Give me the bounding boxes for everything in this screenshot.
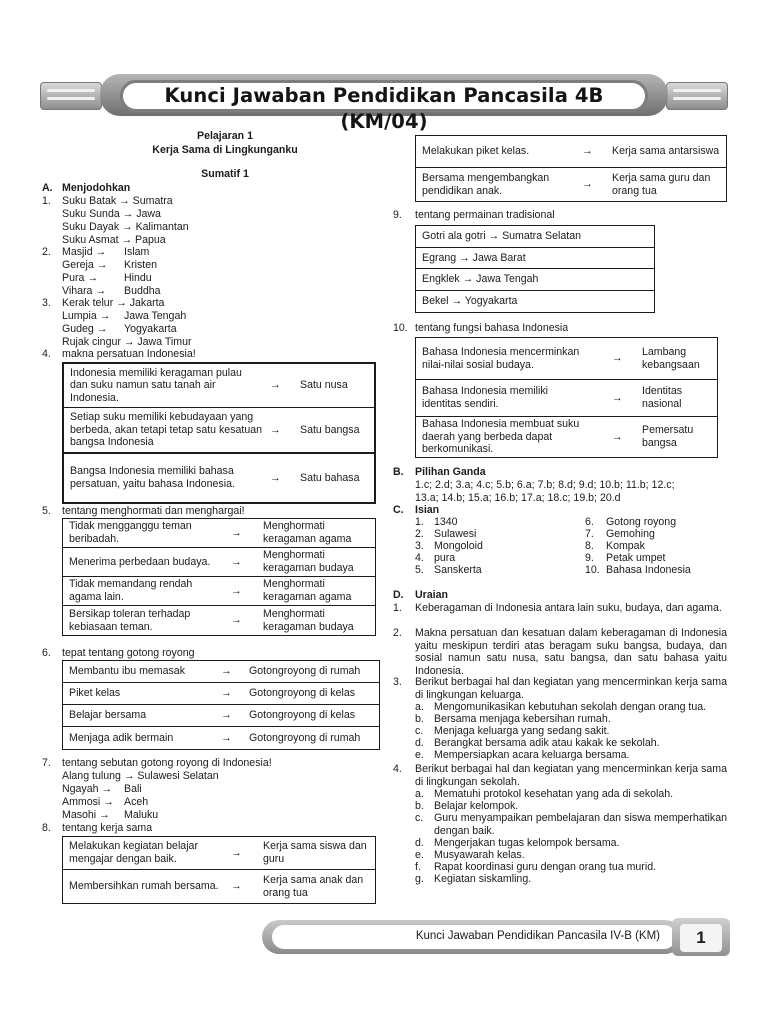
q9-answer: Gotri ala gotri → Sumatra Selatan [422, 230, 581, 243]
sub-item-letter: a. [415, 788, 424, 800]
sub-item-letter: a. [415, 701, 424, 713]
header-right-ornament [666, 82, 728, 110]
isian-number: 8. [585, 540, 594, 552]
q7-item-right: Bali [124, 783, 142, 795]
q4-answer: Satu nusa [300, 379, 348, 392]
q2-item-right: Islam [124, 246, 150, 258]
sub-item-letter: d. [415, 837, 424, 849]
q2-item-left: Gereja → [62, 259, 108, 271]
table-row [416, 417, 717, 457]
arrow-icon: → [221, 731, 232, 744]
sub-item-letter: d. [415, 737, 424, 749]
arrow-icon: → [231, 555, 242, 568]
q5-statement: Menerima perbedaan budaya. [69, 555, 211, 568]
lesson-name: Kerja Sama di Lingkunganku [152, 144, 298, 156]
table-row [63, 705, 379, 727]
arrow-icon: → [582, 145, 593, 158]
q8-activity: Melakukan piket kelas. [422, 145, 530, 158]
q9-prompt: tentang permainan tradisional [415, 209, 555, 221]
q5-answer: Menghormati keragaman agama [263, 578, 352, 603]
isian-number: 5. [415, 564, 424, 576]
q4-prompt: makna persatuan Indonesia! [62, 348, 196, 360]
arrow-icon: → [270, 379, 281, 392]
q7-item-left: Alang tulung → Sulawesi Selatan [62, 770, 219, 782]
part-c-marker: C. [393, 504, 404, 516]
part-d-marker: D. [393, 589, 404, 601]
q10-statement: Bahasa Indonesia memiliki identitas sendiri. [422, 385, 549, 410]
table-row [416, 380, 717, 417]
arrow-icon: → [231, 526, 242, 539]
sub-item-letter: e. [415, 849, 424, 861]
sub-item-letter: b. [415, 713, 424, 725]
sub-item-text: Mempersiapkan acara keluarga bersama. [434, 749, 630, 761]
q6-activity: Piket kelas [69, 687, 121, 700]
arrow-icon: → [221, 709, 232, 722]
sub-item-letter: c. [415, 812, 424, 824]
isian-answer: pura [434, 552, 456, 564]
q7-item-right: Aceh [124, 796, 149, 808]
q4-answer: Satu bangsa [300, 423, 360, 436]
q7-item-left: Ngayah → [62, 783, 113, 795]
page-title: Kunci Jawaban Pendidikan Pancasila 4B (KM/04) [120, 80, 648, 112]
arrow-icon: → [270, 471, 281, 484]
sub-item-text: Kegiatan siskamling. [434, 873, 532, 885]
q7-item-left: Masohi → [62, 809, 110, 821]
table-row [416, 291, 654, 312]
sub-item-text: Mengerjakan tugas kelompok bersama. [434, 837, 620, 849]
q6-number: 6. [42, 647, 51, 659]
table-row [64, 364, 374, 408]
table-row [63, 606, 375, 635]
q6-table [62, 660, 380, 750]
uraian-answer: Keberagaman di Indonesia antara lain suku, budaya, dan agama. [415, 602, 722, 614]
isian-answer: Mongoloid [434, 540, 483, 552]
isian-answer: Bahasa Indonesia [606, 564, 691, 576]
q1-item: Suku Batak → Sumatra [62, 195, 173, 207]
q9-table [415, 225, 655, 313]
sub-item-text: Mengomunikasikan kebutuhan sekolah dengan orang tua. [434, 701, 707, 713]
q10-prompt: tentang fungsi bahasa Indonesia [415, 322, 569, 334]
uraian-number: 3. [393, 676, 402, 688]
arrow-icon: → [612, 391, 623, 404]
isian-number: 4. [415, 552, 424, 564]
q8-table-right [415, 135, 727, 202]
q5-answer: Menghormati keragaman agama [263, 520, 352, 545]
sub-item-text: Belajar kelompok. [434, 800, 519, 812]
part-d-title: Uraian [415, 589, 448, 601]
q8-answer: Kerja sama guru dan orang tua [612, 171, 711, 197]
q3-item-left: Kerak telur → Jakarta [62, 297, 165, 309]
q1-item: Suku Dayak → Kalimantan [62, 221, 189, 233]
table-row [416, 136, 726, 168]
q4-statement: Indonesia memiliki keragaman pulau dan suku namun satu tanah air Indonesia. [70, 366, 242, 404]
table-row [416, 269, 654, 291]
sub-item-letter: c. [415, 725, 424, 737]
q8-number: 8. [42, 822, 51, 834]
sub-item-text: Guru menyampaikan pembelajaran dan siswa memperhatikan dengan baik. [434, 812, 727, 837]
uraian-number: 2. [393, 627, 402, 639]
table-row [416, 226, 654, 248]
arrow-icon: → [582, 178, 593, 191]
q5-table [62, 518, 376, 636]
arrow-icon: → [231, 880, 242, 893]
q9-answer: Bekel → Yogyakarta [422, 295, 518, 308]
q2-item-left: Pura → [62, 272, 98, 284]
q10-answer: Pemersatu bangsa [642, 424, 694, 449]
uraian-number: 4. [393, 763, 402, 775]
isian-number: 7. [585, 528, 594, 540]
part-b-answers: 1.c; 2.d; 3.a; 4.c; 5.b; 6.a; 7.b; 8.d; 9.d; 10.b; 11.b; 12.c; [415, 479, 675, 491]
q5-answer: Menghormati keragaman budaya [263, 607, 354, 633]
arrow-icon: → [231, 584, 242, 597]
part-b-marker: B. [393, 466, 404, 478]
sub-item-text: Berangkat bersama adik atau kakak ke sekolah. [434, 737, 660, 749]
isian-number: 6. [585, 516, 594, 528]
q10-answer: Lambang kebangsaan [642, 345, 700, 371]
sub-item-text: Musyawarah kelas. [434, 849, 525, 861]
q8-answer: Kerja sama antarsiswa [612, 145, 720, 158]
q6-prompt: tepat tentang gotong royong [62, 647, 195, 659]
q5-statement: Tidak mengganggu teman beribadah. [69, 520, 192, 545]
q7-number: 7. [42, 757, 51, 769]
q5-statement: Tidak memandang rendah agama lain. [69, 578, 193, 603]
q8-table-left [62, 836, 376, 904]
table-row [416, 168, 726, 201]
header-left-ornament [40, 82, 102, 110]
arrow-icon: → [612, 430, 623, 443]
q8-answer: Kerja sama siswa dan guru [263, 840, 367, 865]
sub-item-letter: g. [415, 873, 424, 885]
q10-statement: Bahasa Indonesia membuat suku daerah yang berbeda dapat berkomunikasi. [422, 418, 580, 456]
table-row [63, 548, 375, 577]
table-row [416, 248, 654, 269]
q1-item: Suku Asmat → Papua [62, 234, 166, 246]
lesson-label: Pelajaran 1 [197, 130, 253, 142]
q6-answer: Gotongroyong di kelas [249, 687, 356, 700]
arrow-icon: → [221, 687, 232, 700]
table-row [63, 577, 375, 606]
uraian-answer: Makna persatuan dan kesatuan dalam keberagaman di Indonesia yaitu meskipun terdiri atas beragam suku bangsa, budaya, dan sosial namun satu nusa, satu bangsa, dan satu bahasa yaitu Indonesia. [415, 627, 727, 677]
page-number: 1 [680, 924, 722, 952]
q10-table [415, 337, 718, 458]
isian-answer: Sanskerta [434, 564, 482, 576]
q8-activity: Membersihkan rumah bersama. [69, 880, 219, 893]
isian-answer: Kompak [606, 540, 645, 552]
sub-item-letter: b. [415, 800, 424, 812]
q1-number: 1. [42, 195, 51, 207]
q3-number: 3. [42, 297, 51, 309]
q3-item-left: Rujak cingur → Jawa Timur [62, 336, 192, 348]
sub-item-text: Bersama menjaga kebersihan rumah. [434, 713, 611, 725]
q5-number: 5. [42, 505, 51, 517]
q10-number: 10. [393, 322, 408, 334]
q8-activity: Bersama mengembangkan pendidikan anak. [422, 171, 550, 197]
table-row [63, 727, 379, 749]
q10-statement: Bahasa Indonesia mencerminkan nilai-nilai sosial budaya. [422, 345, 580, 371]
isian-answer: Sulawesi [434, 528, 477, 540]
isian-answer: Gemohing [606, 528, 655, 540]
part-a-title: Menjodohkan [62, 182, 131, 194]
q5-statement: Bersikap toleran terhadap kebiasaan teman. [69, 607, 191, 633]
q9-answer: Engklek → Jawa Tengah [422, 273, 539, 286]
q10-answer: Identitas nasional [642, 385, 683, 410]
q4-statement: Bangsa Indonesia memiliki bahasa persatuan, yaitu bahasa Indonesia. [70, 465, 235, 490]
arrow-icon: → [612, 352, 623, 365]
q6-answer: Gotongroyong di rumah [249, 731, 361, 744]
uraian-number: 1. [393, 602, 402, 614]
q2-number: 2. [42, 246, 51, 258]
isian-number: 10. [585, 564, 600, 576]
isian-number: 2. [415, 528, 424, 540]
q6-activity: Belajar bersama [69, 709, 147, 722]
q8-activity: Melakukan kegiatan belajar mengajar dengan baik. [69, 840, 198, 865]
q3-item-right: Yogyakarta [124, 323, 177, 335]
sub-item-text: Rapat koordinasi guru dengan orang tua murid. [434, 861, 657, 873]
isian-answer: Petak umpet [606, 552, 666, 564]
q9-number: 9. [393, 209, 402, 221]
sub-item-letter: e. [415, 749, 424, 761]
header-banner [40, 70, 728, 133]
isian-answer: 1340 [434, 516, 458, 528]
q4-table [62, 362, 376, 504]
table-row [63, 683, 379, 705]
isian-number: 9. [585, 552, 594, 564]
q3-item-left: Gudeg → [62, 323, 108, 335]
table-row [64, 454, 374, 502]
q6-activity: Membantu ibu memasak [69, 665, 185, 678]
q2-item-right: Buddha [124, 285, 161, 297]
table-row [63, 661, 379, 683]
q4-number: 4. [42, 348, 51, 360]
q1-item: Suku Sunda → Jawa [62, 208, 161, 220]
q2-item-left: Vihara → [62, 285, 106, 297]
q3-item-right: Jawa Tengah [124, 310, 187, 322]
sub-item-text: Menjaga keluarga yang sedang sakit. [434, 725, 610, 737]
table-row [416, 338, 717, 380]
isian-answer: Gotong royong [606, 516, 677, 528]
q6-activity: Menjaga adik bermain [69, 731, 174, 744]
q2-item-right: Hindu [124, 272, 152, 284]
part-b-answers: 13.a; 14.b; 15.a; 16.b; 17.a; 18.c; 19.b; 20.d [415, 492, 621, 504]
isian-number: 3. [415, 540, 424, 552]
arrow-icon: → [221, 665, 232, 678]
uraian-answer: Berikut berbagai hal dan kegiatan yang mencerminkan kerja sama di lingkungan sekolah. [415, 763, 727, 788]
footer-title: Kunci Jawaban Pendidikan Pancasila IV-B (KM) [415, 930, 660, 942]
q2-item-left: Masjid → [62, 246, 107, 258]
isian-number: 1. [415, 516, 424, 528]
part-a-marker: A. [42, 182, 53, 194]
table-row [63, 837, 375, 870]
q7-item-right: Maluku [124, 809, 159, 821]
q5-prompt: tentang menghormati dan menghargai! [62, 505, 245, 517]
uraian-answer: Berikut berbagai hal dan kegiatan yang mencerminkan kerja sama di lingkungan keluarga. [415, 676, 727, 701]
q7-item-left: Ammosi → [62, 796, 114, 808]
part-b-title: Pilihan Ganda [415, 466, 486, 478]
q5-answer: Menghormati keragaman budaya [263, 549, 354, 574]
q4-statement: Setiap suku memiliki kebudayaan yang berbeda, akan tetapi tetap satu kesatuan bangsa Indonesia [70, 411, 263, 449]
q6-answer: Gotongroyong di rumah [249, 665, 361, 678]
q8-answer: Kerja sama anak dan orang tua [263, 873, 364, 899]
q2-item-right: Kristen [124, 259, 157, 271]
arrow-icon: → [231, 846, 242, 859]
q4-answer: Satu bahasa [300, 471, 360, 484]
q8-prompt: tentang kerja sama [62, 822, 153, 834]
q6-answer: Gotongroyong di kelas [249, 709, 356, 722]
q3-item-left: Lumpia → [62, 310, 111, 322]
q7-prompt: tentang sebutan gotong royong di Indonesia! [62, 757, 272, 769]
arrow-icon: → [231, 614, 242, 627]
table-row [63, 519, 375, 548]
sub-item-text: Mematuhi protokol kesehatan yang ada di sekolah. [434, 788, 674, 800]
table-row [63, 870, 375, 903]
table-row [64, 408, 374, 454]
part-c-title: Isian [415, 504, 440, 516]
q9-answer: Egrang → Jawa Barat [422, 251, 526, 264]
arrow-icon: → [270, 423, 281, 436]
sub-item-letter: f. [415, 861, 421, 873]
section-title: Sumatif 1 [201, 168, 249, 180]
